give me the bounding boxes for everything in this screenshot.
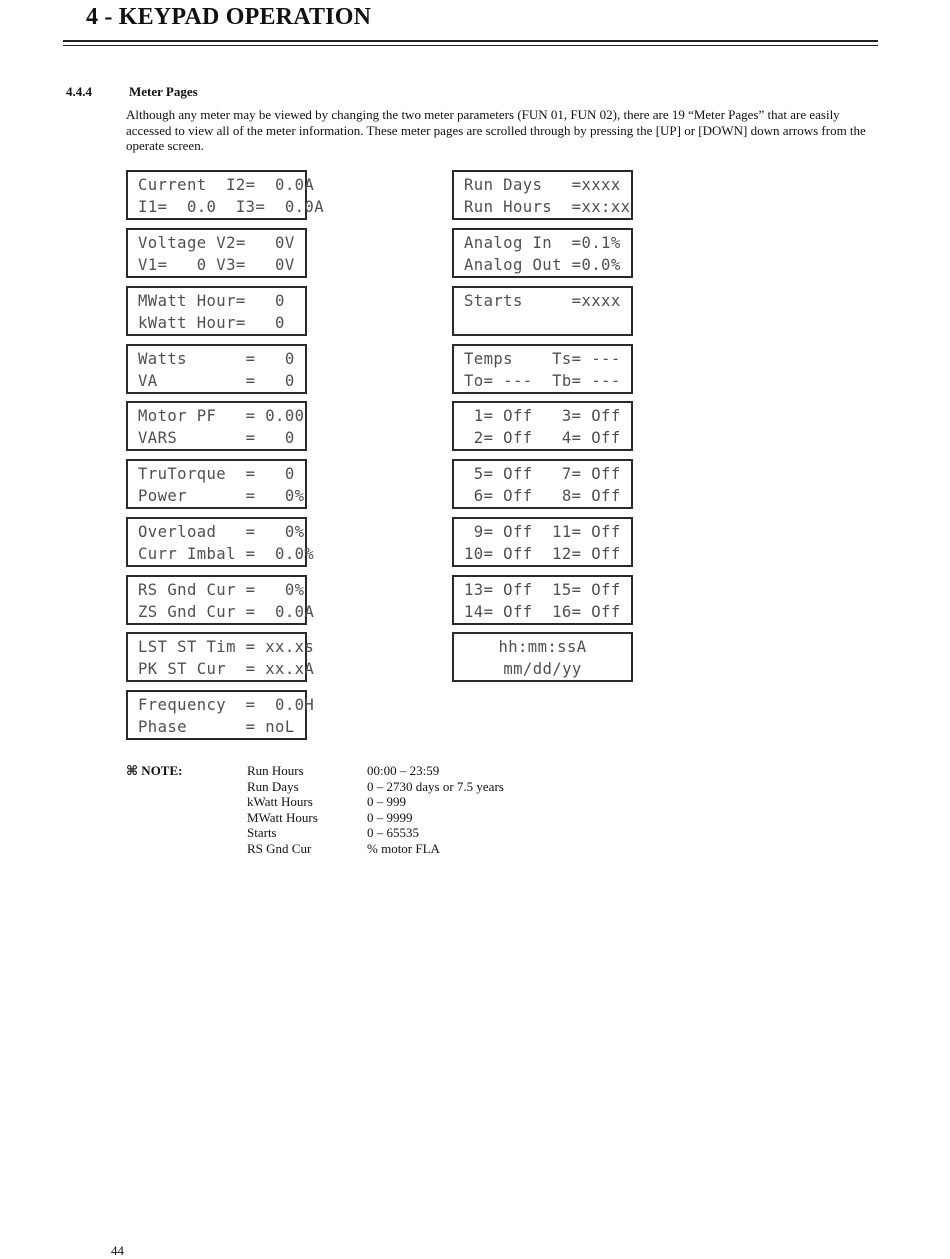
header-rule-thin bbox=[63, 45, 878, 46]
lcd-line-1: Run Days =xxxx bbox=[464, 176, 621, 194]
lcd-line-1: Overload = 0% bbox=[138, 523, 305, 541]
lcd-line-2: Run Hours =xx:xx bbox=[464, 198, 631, 216]
lcd-line-2: Power = 0% bbox=[138, 487, 305, 505]
meter-page-io-13-16 bbox=[452, 575, 633, 625]
lcd-line-1: MWatt Hour= 0 bbox=[138, 292, 285, 310]
note-row bbox=[247, 825, 504, 841]
lcd-line-1: RS Gnd Cur = 0% bbox=[138, 581, 305, 599]
lcd-line-2: To= --- Tb= --- bbox=[464, 372, 621, 390]
lcd-line-2: 2= Off 4= Off bbox=[464, 429, 621, 447]
note-range: 0 – 9999 bbox=[367, 809, 413, 825]
page-header-title: 4 - KEYPAD OPERATION bbox=[86, 4, 372, 30]
lcd-line-2: Phase = noL bbox=[138, 718, 295, 736]
note-row bbox=[247, 794, 504, 810]
note-name: kWatt Hours bbox=[247, 794, 313, 810]
meter-page-current bbox=[126, 170, 324, 220]
lcd-line-2: 6= Off 8= Off bbox=[464, 487, 621, 505]
lcd-line-2: V1= 0 V3= 0V bbox=[138, 256, 295, 274]
meter-page-analog bbox=[452, 228, 633, 278]
section-number: 4.4.4 bbox=[66, 84, 92, 99]
lcd-line-1: 1= Off 3= Off bbox=[464, 407, 621, 425]
lcd-line-1: Frequency = 0.0H bbox=[138, 696, 315, 714]
note-row bbox=[247, 810, 504, 826]
note-name: RS Gnd Cur bbox=[247, 840, 312, 856]
lcd-line-1: Starts =xxxx bbox=[464, 292, 621, 310]
lcd-line-2: 10= Off 12= Off bbox=[464, 545, 621, 563]
lcd-line-2: Analog Out =0.0% bbox=[464, 256, 621, 274]
note-name: MWatt Hours bbox=[247, 809, 318, 825]
lcd-line-2: Curr Imbal = 0.0% bbox=[138, 545, 315, 563]
section-title: Meter Pages bbox=[129, 84, 198, 99]
meter-page-clock bbox=[452, 632, 633, 682]
note-range: % motor FLA bbox=[367, 840, 440, 856]
lcd-line-1: Temps Ts= --- bbox=[464, 350, 621, 368]
lcd-line-2: VA = 0 bbox=[138, 372, 295, 390]
note-range: 0 – 999 bbox=[367, 794, 406, 810]
note-name: Run Days bbox=[247, 778, 299, 794]
meter-page-run-time bbox=[452, 170, 633, 220]
header-rule-thick bbox=[63, 40, 878, 42]
lcd-line-2: mm/dd/yy bbox=[503, 660, 582, 678]
lcd-line-1: 9= Off 11= Off bbox=[464, 523, 621, 541]
meter-page-ground-current bbox=[126, 575, 315, 625]
note-name: Run Hours bbox=[247, 763, 304, 778]
note-label: ⌘ NOTE: bbox=[126, 763, 183, 778]
meter-page-overload bbox=[126, 517, 315, 567]
lcd-line-1: Current I2= 0.0A bbox=[138, 176, 315, 194]
lcd-line-2: PK ST Cur = xx.xA bbox=[138, 660, 315, 678]
note-row bbox=[247, 841, 504, 857]
note-row bbox=[247, 763, 504, 779]
note-row bbox=[247, 779, 504, 795]
meter-page-io-5-8 bbox=[452, 459, 633, 509]
note-table bbox=[247, 763, 504, 857]
meter-page-voltage bbox=[126, 228, 307, 278]
lcd-line-1: 5= Off 7= Off bbox=[464, 465, 621, 483]
note-range: 0 – 2730 days or 7.5 years bbox=[367, 778, 504, 794]
lcd-line-1: TruTorque = 0 bbox=[138, 465, 295, 483]
lcd-line-1: Watts = 0 bbox=[138, 350, 295, 368]
meter-page-temps bbox=[452, 344, 633, 394]
lcd-line-1: Analog In =0.1% bbox=[464, 234, 621, 252]
lcd-line-1: 13= Off 15= Off bbox=[464, 581, 621, 599]
lcd-line-2: ZS Gnd Cur = 0.0A bbox=[138, 603, 315, 621]
meter-page-start-time bbox=[126, 632, 315, 682]
meter-page-torque bbox=[126, 459, 307, 509]
page-number: 44 bbox=[111, 1243, 124, 1258]
lcd-line-2: VARS = 0 bbox=[138, 429, 295, 447]
lcd-line-1: hh:mm:ssA bbox=[498, 638, 587, 656]
note-range: 00:00 – 23:59 bbox=[367, 763, 440, 778]
note-name: Starts bbox=[247, 825, 277, 841]
meter-page-starts bbox=[452, 286, 633, 336]
lcd-line-1: Voltage V2= 0V bbox=[138, 234, 295, 252]
meter-page-frequency bbox=[126, 690, 315, 740]
lcd-line-2: I1= 0.0 I3= 0.0A bbox=[138, 198, 324, 216]
meter-page-watts bbox=[126, 344, 307, 394]
note-range: 0 – 65535 bbox=[367, 825, 419, 841]
meter-page-io-9-12 bbox=[452, 517, 633, 567]
lcd-line-2: kWatt Hour= 0 bbox=[138, 314, 285, 332]
meter-page-watt-hours bbox=[126, 286, 307, 336]
meter-page-io-1-4 bbox=[452, 401, 633, 451]
lcd-line-1: Motor PF = 0.00 bbox=[138, 407, 305, 425]
lcd-line-1: LST ST Tim = xx.xs bbox=[138, 638, 315, 656]
lcd-line-2: 14= Off 16= Off bbox=[464, 603, 621, 621]
section-intro: Although any meter may be viewed by changing the two meter parameters (FUN 01, FUN 02), there are 19 “Meter Pages” that are easily accessed to view all of the meter information. These meter pages are scrolled through by pressing the [UP] or [DOWN] down arrows from the operate screen. bbox=[126, 107, 866, 154]
meter-page-power-factor bbox=[126, 401, 307, 451]
